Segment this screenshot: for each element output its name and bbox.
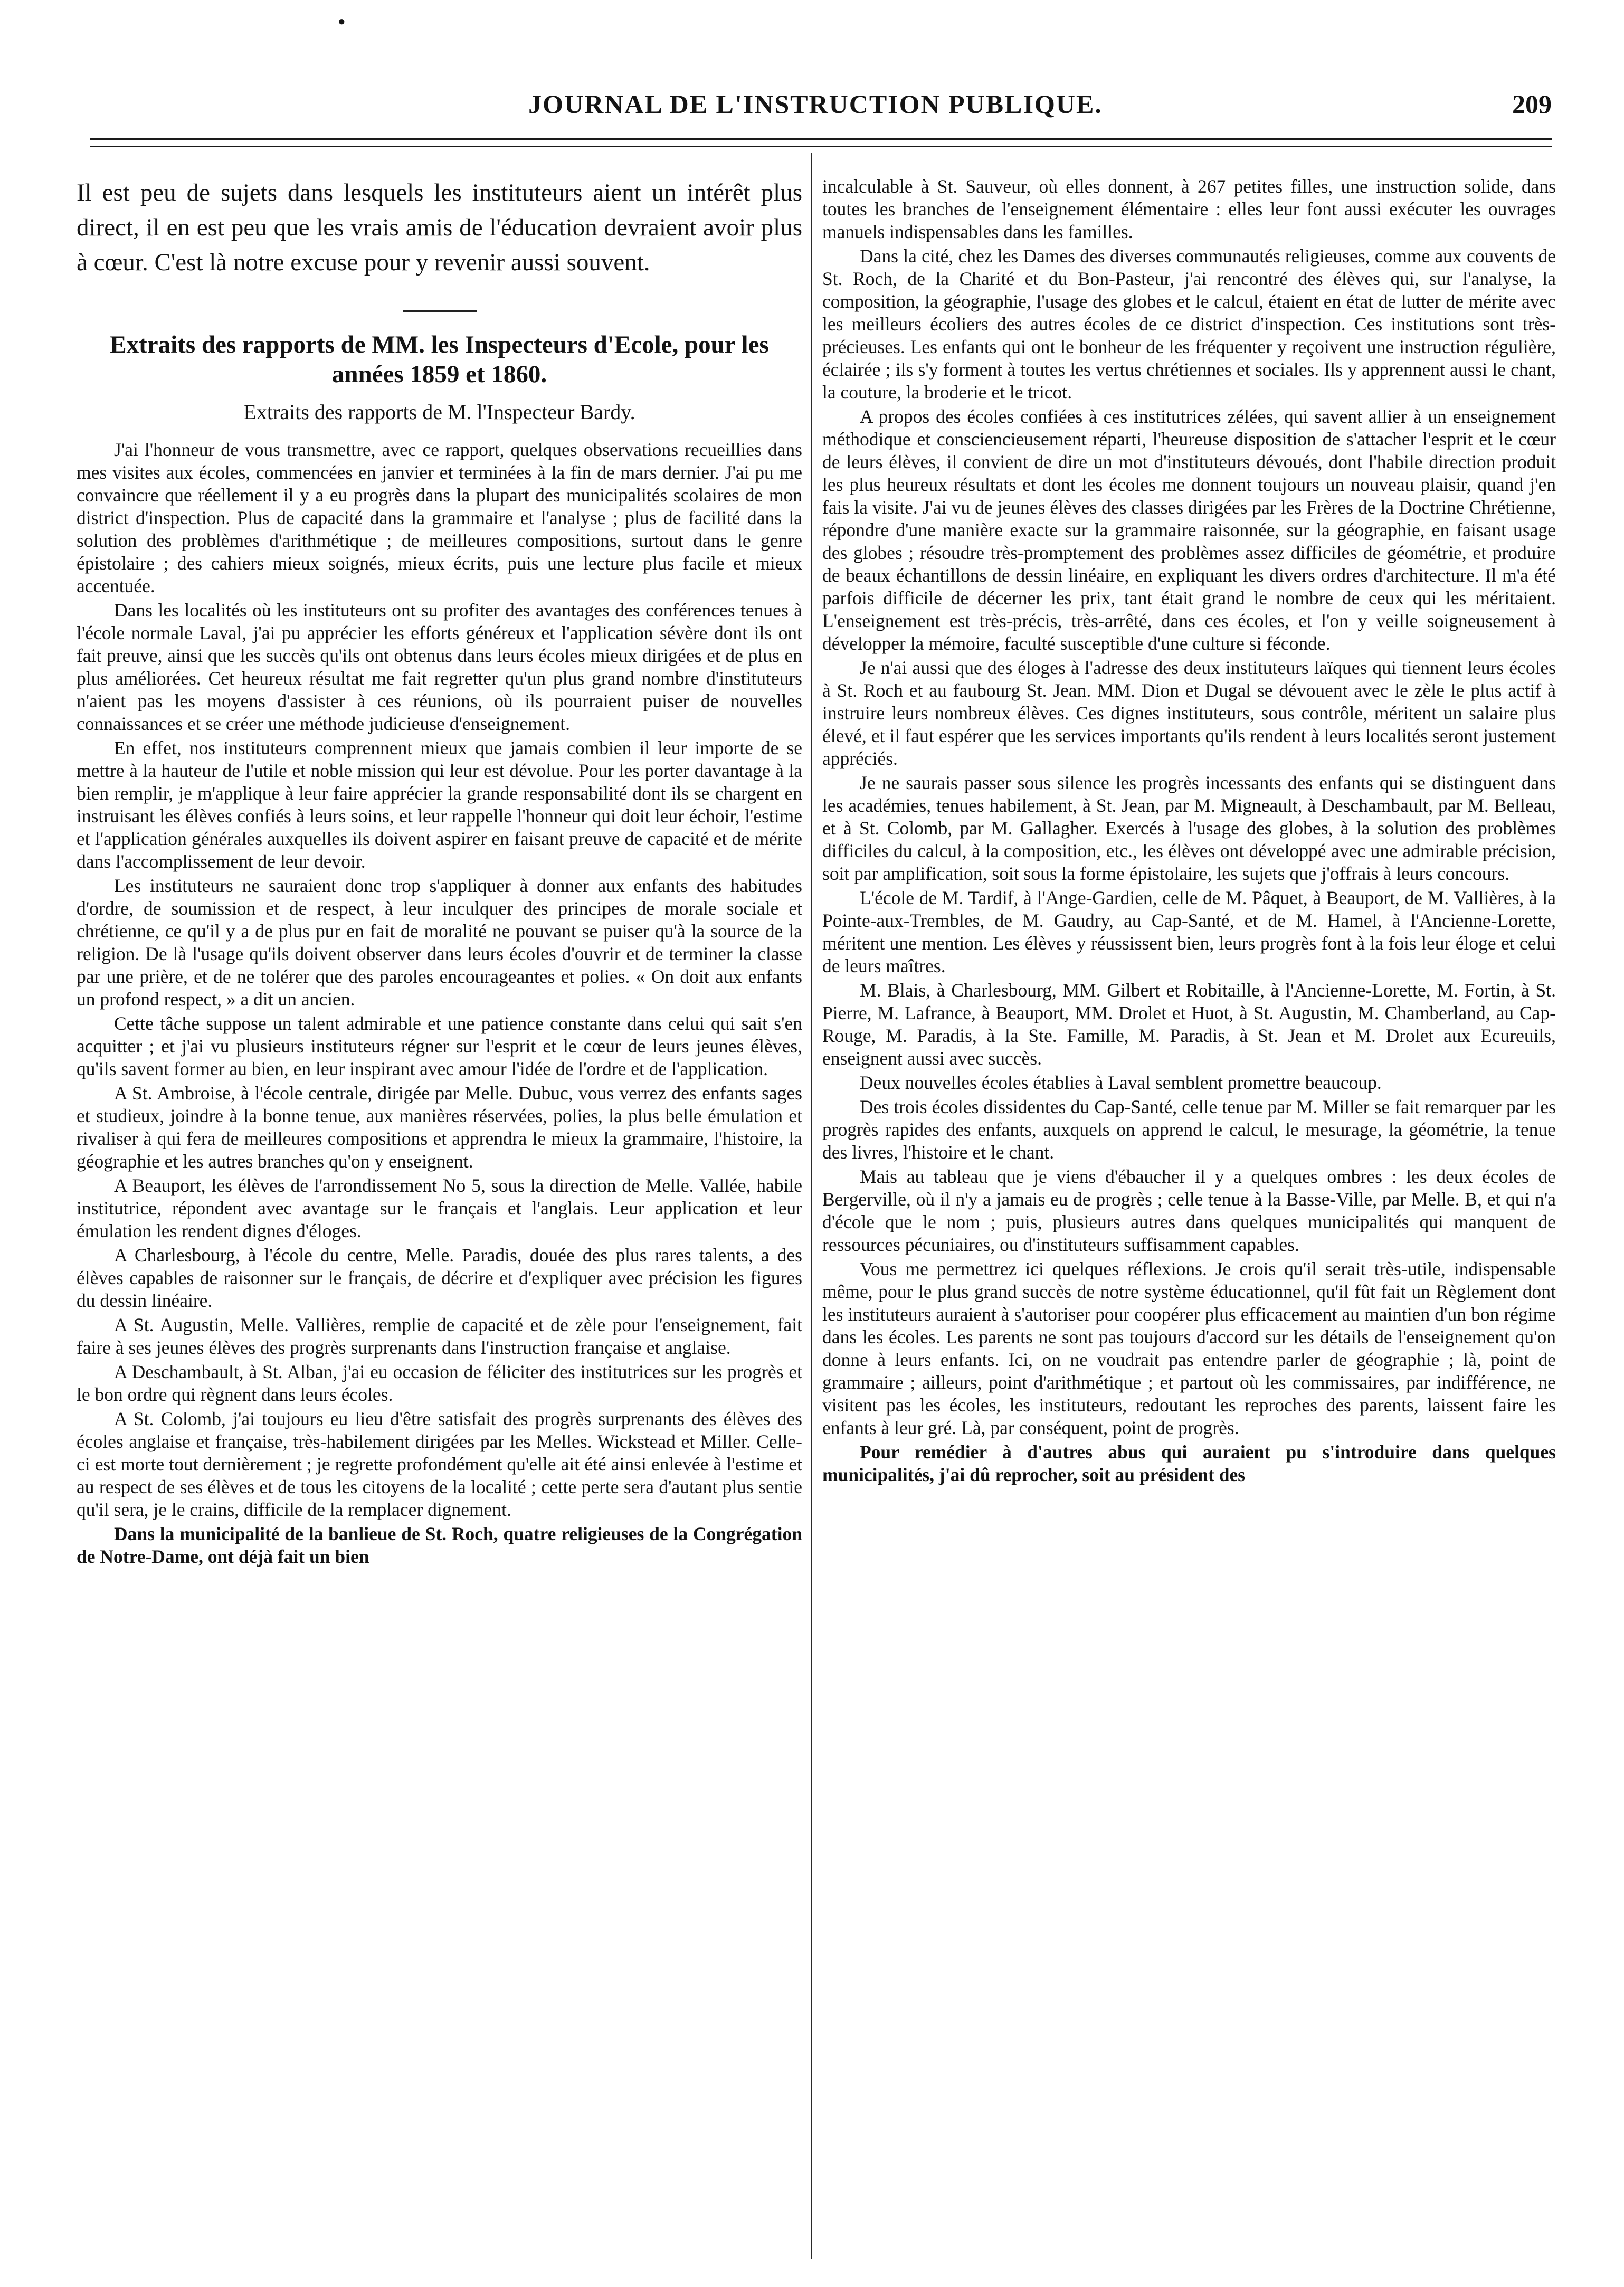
header-rule-bottom xyxy=(90,146,1552,147)
paragraph: Dans la municipalité de la banlieue de St. Roch, quatre religieuses de la Congrégation de Notre-Dame, ont déjà fait un bien xyxy=(77,1523,802,1567)
paragraph: L'école de M. Tardif, à l'Ange-Gardien, celle de M. Pâquet, à Beauport, de M. Vallières, à la Pointe-aux-Trembles, de M. Gaudry, au Cap-Santé, et de M. Hamel, à l'Ancienne-Lorette, méritent une mention. Les élèves y réussissent bien, leurs progrès font à la fois leur éloge et celui de leurs maîtres. xyxy=(822,887,1556,976)
paragraph: Vous me permettrez ici quelques réflexions. Je crois qu'il serait très-utile, indispensable même, pour le plus grand succès de notre système éducationnel, qu'il fût fait un Règlement dont les instituteurs auraient à s'autoriser pour coopérer plus efficacement au maintien d'un bon régime dans les écoles. Les parents ne sont pas toujours d'accord sur les détails de l'enseignement qu'on donne à leurs enfants. Ici, on ne voudrait pas entendre parler de géographie ; là, point de grammaire ; ailleurs, point d'arithmétique ; et partout où les commissaires, par indifférence, ne visitent pas les écoles, les instituteurs, redoutant les reproches des parents, laissent faire les enfants à leur gré. Là, par conséquent, point de progrès. xyxy=(822,1258,1556,1438)
paragraph: Des trois écoles dissidentes du Cap-Santé, celle tenue par M. Miller se fait remarquer par les progrès rapides des enfants, auxquels on apprend le calcul, le mesurage, la géométrie, la tenue des livres, l'histoire et le chant. xyxy=(822,1096,1556,1163)
section-subheading: Extraits des rapports de M. l'Inspecteur Bardy. xyxy=(243,400,635,424)
paragraph: incalculable à St. Sauveur, où elles donnent, à 267 petites filles, une instruction solide, dans toutes les branches de l'enseignement élémentaire : elles leur font aussi exécuter les ouvrages manuels indispensables dans les familles. xyxy=(822,176,1556,242)
paragraph: A Charlesbourg, à l'école du centre, Melle. Paradis, douée des plus rares talents, a des élèves capables de raisonner sur le français, de décrire et d'expliquer avec précision les figures du dessin linéaire. xyxy=(77,1245,802,1311)
paragraph: Dans les localités où les instituteurs ont su profiter des avantages des conférences tenues à l'école normale Laval, j'ai pu apprécier les efforts généreux et l'application sévère dont ils ont fait preuve, ainsi que les succès qu'ils ont obtenus dans leurs écoles mieux dirigées et de plus en plus améliorées. Cet heureux résultat me fait regretter qu'un plus grand nombre d'instituteurs n'aient pas les moyens d'assister à ces réunions, où ils pourraient puiser de nouvelles connaissances et se créer une méthode judicieuse d'enseignement. xyxy=(77,600,802,734)
paragraph: Cette tâche suppose un talent admirable et une patience constante dans celui qui sait s'en acquitter ; et j'ai vu plusieurs instituteurs régner sur l'esprit et le cœur de leurs jeunes élèves, qu'ils savent former au bien, en leur inspirant avec amour l'idée de l'ordre et de l'application. xyxy=(77,1013,802,1079)
paragraph: A Deschambault, à St. Alban, j'ai eu occasion de féliciter des institutrices sur les progrès et le bon ordre qui règnent dans leurs écoles. xyxy=(77,1361,802,1405)
column-divider xyxy=(811,153,812,2259)
paragraph: Je n'ai aussi que des éloges à l'adresse des deux instituteurs laïques qui tiennent leurs écoles à St. Roch et au faubourg St. Jean. MM. Dion et Dugal se dévouent avec le zèle le plus actif à instruire leurs nombreux élèves. Ces dignes instituteurs, sous contrôle, méritent un salaire plus élevé, et il faut espérer que les services importants qu'ils rendent à leurs localités seront justement appréciés. xyxy=(822,657,1556,769)
paragraph: J'ai l'honneur de vous transmettre, avec ce rapport, quelques observations recueillies dans mes visites aux écoles, commencées en janvier et terminées à la fin de mars dernier. J'ai pu me convaincre que réellement il y a eu progrès dans la plupart des municipalités scolaires de mon district d'inspection. Plus de capacité dans la grammaire et l'analyse ; plus de facilité dans la solution des problèmes d'arithmétique ; de meilleures compositions, surtout dans le genre épistolaire ; des cahiers mieux soignés, mieux écrits, puis une lecture plus facile et mieux accentuée. xyxy=(77,439,802,596)
journal-title: JOURNAL DE L'INSTRUCTION PUBLIQUE. xyxy=(528,89,1103,119)
paragraph: Les instituteurs ne sauraient donc trop s'appliquer à donner aux enfants des habitudes d'ordre, de soumission et de respect, à leur inculquer des principes de morale sociale et chrétienne, ce qu'il y a de plus pur en fait de moralité ne pouvant se puiser qu'à la source de la religion. De là l'usage qu'ils doivent observer dans leurs écoles d'ouvrir et de terminer la classe par une prière, et de ne tolérer que des paroles encourageantes et polies. « On doit aux enfants un profond respect, » a dit un ancien. xyxy=(77,875,802,1010)
paragraph: Pour remédier à d'autres abus qui auraient pu s'introduire dans quelques municipalités, j'ai dû reprocher, soit au président des xyxy=(822,1441,1556,1485)
page-mark: ● xyxy=(338,15,346,29)
paragraph: M. Blais, à Charlesbourg, MM. Gilbert et Robitaille, à l'Ancienne-Lorette, M. Fortin, à St. Pierre, M. Lafrance, à Beauport, MM. Drolet et Huot, à St. Augustin, M. Chamberland, au Cap-Rouge, M. Paradis, à la Ste. Famille, M. Paradis, à St. Jean et M. Drolet aux Ecureuils, enseignent aussi avec succès. xyxy=(822,980,1556,1069)
paragraph: A St. Ambroise, à l'école centrale, dirigée par Melle. Dubuc, vous verrez des enfants sages et studieux, joindre à la bonne tenue, aux manières réservées, polies, la plus belle émulation et rivaliser à qui fera de meilleures compositions et apprendra le mieux la grammaire, l'histoire, la géographie et les autres branches qu'on y enseignent. xyxy=(77,1083,802,1172)
paragraph: En effet, nos instituteurs comprennent mieux que jamais combien il leur importe de se mettre à la hauteur de l'utile et noble mission qui leur est dévolue. Pour les porter davantage à la bien remplir, je m'applique à leur faire apprécier la grande responsabilité dont ils se chargent en instruisant les élèves confiés à leurs soins, et leur rappelle l'honneur qui doit leur échoir, l'estime et l'application générales auxquelles ils doivent aspirer en faisant preuve de capacité et de mérite dans l'accomplissement de leur devoir. xyxy=(77,737,802,872)
header-rule-top xyxy=(90,138,1552,140)
section-heading: Extraits des rapports de MM. les Inspecteurs d'Ecole, pour les années 1859 et 1860. xyxy=(110,331,769,388)
paragraph: A St. Augustin, Melle. Vallières, remplie de capacité et de zèle pour l'enseignement, fait faire à ses jeunes élèves des progrès surprenants dans l'instruction française et anglaise. xyxy=(77,1314,802,1358)
paragraph: Mais au tableau que je viens d'ébaucher il y a quelques ombres : les deux écoles de Bergerville, où il n'y a jamais eu de progrès ; celle tenue à la Basse-Ville, par Melle. B, et qui n'a d'école que le nom ; puis, plusieurs autres dans quelques municipalités qui manquent de ressources pécuniaires, ou d'instituteurs suffisamment capables. xyxy=(822,1166,1556,1255)
right-column xyxy=(822,175,1556,2260)
intro-paragraph: Il est peu de sujets dans lesquels les instituteurs aient un intérêt plus direct, il en est peu que les vrais amis de l'éducation devraient avoir plus à cœur. C'est là notre excuse pour y revenir aussi souvent. xyxy=(77,179,802,276)
paragraph: A St. Colomb, j'ai toujours eu lieu d'être satisfait des progrès surprenants des élèves des écoles anglaise et française, très-habilement dirigées par les Melles. Wickstead et Miller. Celle-ci est morte tout dernièrement ; je regrette profondément qu'elle ait été ainsi enlevée à l'estime et au respect de ses élèves et de tous les citoyens de la localité ; cette perte sera d'autant plus sentie qu'il sera, je le crains, difficile de la remplacer dignement. xyxy=(77,1408,802,1520)
paragraph: A propos des écoles confiées à ces institutrices zélées, qui savent allier à un enseignement méthodique et consciencieusement réparti, l'heureuse disposition de s'attacher l'esprit et le cœur de leurs élèves, il convient de dire un mot d'instituteurs dévoués, dont l'habile direction produit les plus heureux résultats et dont les écoles me donnent toujours un nouveau plaisir, quand j'en fais la visite. J'ai vu de jeunes élèves des classes dirigées par les Frères de la Doctrine Chrétienne, répondre d'une manière exacte sur la grammaire raisonnée, sur la géographie, en faisant usage des globes ; résoudre très-promptement des problèmes assez difficiles de géométrie, et produire de beaux échantillons de dessin linéaire, en expliquant les divers ordres d'architecture. Il m'a été parfois difficile de décerner les prix, tant était grand le nombre de ceux qui les méritaient. L'enseignement est très-précis, très-arrêté, dans ces écoles, et l'on y veille soigneusement à développer la mémoire, faculté susceptible d'une culture si féconde. xyxy=(822,406,1556,654)
paragraph: Dans la cité, chez les Dames des diverses communautés religieuses, comme aux couvents de St. Roch, de la Charité et du Bon-Pasteur, j'ai rencontré des élèves qui, sur l'analyse, la composition, la géographie, l'usage des globes et le calcul, étaient en état de lutter de mérite avec les meilleurs écoliers des autres écoles de ce district d'inspection. Ces institutions sont très-précieuses. Les enfants qui ont le bonheur de les fréquenter y reçoivent une instruction régulière, éclairée ; ils s'y forment à toutes les vertus chrétiennes et sociales. Ils y apprennent aussi le chant, la couture, la broderie et le tricot. xyxy=(822,245,1556,403)
left-column xyxy=(77,175,802,2260)
page-header xyxy=(79,89,1552,126)
section-separator xyxy=(403,310,477,312)
paragraph: A Beauport, les élèves de l'arrondissement No 5, sous la direction de Melle. Vallée, habile institutrice, répondent avec avantage sur le français et l'anglais. Leur application et leur émulation les rendent dignes d'éloges. xyxy=(77,1175,802,1241)
page-number: 209 xyxy=(1512,89,1552,119)
paragraph: Je ne saurais passer sous silence les progrès incessants des enfants qui se distinguent dans les académies, tenues habilement, à St. Jean, par M. Migneault, à Deschambault, par M. Belleau, et à St. Colomb, par M. Gallagher. Exercés à l'usage des globes, à la solution des problèmes difficiles du calcul, à la composition, etc., les élèves ont développé avec une admirable précision, soit par amplification, soit sous la forme épistolaire, les sujets que j'offrais à leurs concours. xyxy=(822,772,1556,884)
paragraph: Deux nouvelles écoles établies à Laval semblent promettre beaucoup. xyxy=(860,1072,1382,1093)
